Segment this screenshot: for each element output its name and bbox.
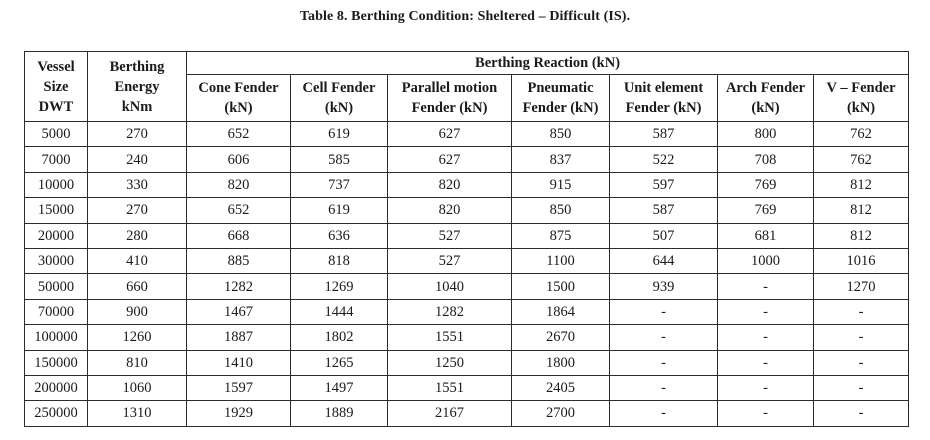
table-cell: - (610, 299, 718, 324)
table-cell: 619 (291, 122, 388, 147)
table-row (25, 274, 909, 299)
table-cell: 1864 (512, 299, 610, 324)
header-vessel-size (25, 52, 88, 122)
header-energy-line-1: Berthing (109, 58, 165, 75)
table-cell: 606 (187, 147, 291, 172)
berthing-reaction-table (24, 51, 909, 427)
table-row (25, 350, 909, 375)
table-cell: 1270 (814, 274, 909, 299)
header-arch-fender (718, 75, 814, 122)
table-row (25, 223, 909, 248)
table-cell: 812 (814, 223, 909, 248)
table-cell: 681 (718, 223, 814, 248)
table-cell: 820 (388, 198, 512, 223)
table-cell: 587 (610, 122, 718, 147)
table-cell: 7000 (25, 147, 88, 172)
table-cell: 1282 (388, 299, 512, 324)
table-cell: - (610, 375, 718, 400)
table-cell: 1800 (512, 350, 610, 375)
table-cell: 1551 (388, 375, 512, 400)
table-cell: 250000 (25, 401, 88, 426)
table-cell: 2670 (512, 325, 610, 350)
table-cell: 30000 (25, 248, 88, 273)
table-cell: 1551 (388, 325, 512, 350)
table-cell: 1016 (814, 248, 909, 273)
table-row (25, 401, 909, 426)
table-cell: - (814, 401, 909, 426)
table-cell: 527 (388, 223, 512, 248)
table-cell: 20000 (25, 223, 88, 248)
table-cell: 850 (512, 122, 610, 147)
table-cell: 1282 (187, 274, 291, 299)
table-cell: 1889 (291, 401, 388, 426)
table-row (25, 325, 909, 350)
header-pneumatic-fender-line-1: Pneumatic (527, 80, 594, 96)
table-cell: 200000 (25, 375, 88, 400)
table-cell: 875 (512, 223, 610, 248)
table-cell: - (610, 401, 718, 426)
table-cell: 737 (291, 172, 388, 197)
table-cell: 850 (512, 198, 610, 223)
table-cell: 1040 (388, 274, 512, 299)
table-cell: 410 (88, 248, 187, 273)
table-cell: 1467 (187, 299, 291, 324)
table-cell: 939 (610, 274, 718, 299)
header-berthing-reaction-group: Berthing Reaction (kN) (187, 52, 909, 75)
header-berthing-energy (88, 52, 187, 122)
header-vessel-line-1: Vessel (37, 58, 75, 75)
header-parallel-motion-fender-line-2: Fender (kN) (411, 100, 488, 116)
header-cell-fender-line-2: (kN) (324, 100, 354, 116)
table-cell: - (610, 325, 718, 350)
header-pneumatic-fender-line-2: Fender (kN) (522, 100, 599, 116)
table-cell: 652 (187, 198, 291, 223)
table-cell: 100000 (25, 325, 88, 350)
header-pneumatic-fender (512, 75, 610, 122)
table-cell: 1260 (88, 325, 187, 350)
table-row (25, 198, 909, 223)
header-unit-element-fender (610, 75, 718, 122)
table-cell: - (718, 325, 814, 350)
table-cell: - (814, 299, 909, 324)
table-cell: 587 (610, 198, 718, 223)
table-cell: 1802 (291, 325, 388, 350)
table-cell: 837 (512, 147, 610, 172)
table-cell: 915 (512, 172, 610, 197)
table-cell: - (814, 375, 909, 400)
header-cell-fender-line-1: Cell Fender (302, 80, 376, 96)
table-cell: 10000 (25, 172, 88, 197)
table-cell: 50000 (25, 274, 88, 299)
table-cell: 1250 (388, 350, 512, 375)
table-cell: 818 (291, 248, 388, 273)
table-cell: 769 (718, 198, 814, 223)
table-cell: 660 (88, 274, 187, 299)
table-row (25, 147, 909, 172)
table-cell: 812 (814, 198, 909, 223)
table-cell: 900 (88, 299, 187, 324)
header-arch-fender-line-2: (kN) (751, 100, 780, 116)
table-cell: 1597 (187, 375, 291, 400)
header-energy-line-3: kNm (121, 98, 153, 115)
header-cell-fender (291, 75, 388, 122)
table-cell: 527 (388, 248, 512, 273)
table-cell: 1000 (718, 248, 814, 273)
table-cell: 644 (610, 248, 718, 273)
table-cell: - (718, 401, 814, 426)
table-cell: 240 (88, 147, 187, 172)
table-cell: 627 (388, 122, 512, 147)
table-cell: - (718, 375, 814, 400)
table-cell: 522 (610, 147, 718, 172)
table-cell: 769 (718, 172, 814, 197)
table-cell: 810 (88, 350, 187, 375)
table-cell: 885 (187, 248, 291, 273)
header-energy-line-2: Energy (114, 78, 160, 95)
header-cone-fender-line-2: (kN) (224, 100, 253, 116)
table-cell: 1060 (88, 375, 187, 400)
header-arch-fender-line-1: Arch Fender (725, 80, 806, 96)
table-cell: 820 (187, 172, 291, 197)
table-cell: 820 (388, 172, 512, 197)
header-unit-element-fender-line-2: Fender (kN) (625, 100, 702, 116)
table-cell: 1887 (187, 325, 291, 350)
header-parallel-motion-fender (388, 75, 512, 122)
table-cell: 636 (291, 223, 388, 248)
table-cell: 15000 (25, 198, 88, 223)
table-cell: 762 (814, 147, 909, 172)
table-cell: 2700 (512, 401, 610, 426)
table-cell: 585 (291, 147, 388, 172)
table-cell: 619 (291, 198, 388, 223)
table-row (25, 299, 909, 324)
table-cell: 1497 (291, 375, 388, 400)
table-cell: 5000 (25, 122, 88, 147)
table-cell: 1100 (512, 248, 610, 273)
header-parallel-motion-fender-line-1: Parallel motion (401, 80, 498, 96)
table-cell: 762 (814, 122, 909, 147)
table-row (25, 122, 909, 147)
header-row-top (25, 52, 909, 75)
table-cell: 668 (187, 223, 291, 248)
header-unit-element-fender-line-1: Unit element (623, 80, 704, 96)
header-v-fender (814, 75, 909, 122)
table-cell: 150000 (25, 350, 88, 375)
table-cell: - (718, 299, 814, 324)
header-cone-fender-line-1: Cone Fender (198, 80, 279, 96)
table-row (25, 172, 909, 197)
table-cell: 330 (88, 172, 187, 197)
table-cell: 627 (388, 147, 512, 172)
table-row (25, 375, 909, 400)
table-cell: 70000 (25, 299, 88, 324)
table-caption: Table 8. Berthing Condition: Sheltered – Difficult (IS). (299, 9, 631, 24)
table-cell: - (718, 274, 814, 299)
table-cell: 1269 (291, 274, 388, 299)
header-v-fender-line-2: (kN) (846, 100, 876, 116)
table-cell: 1310 (88, 401, 187, 426)
table-cell: 270 (88, 122, 187, 147)
table-cell: - (814, 350, 909, 375)
table-cell: 652 (187, 122, 291, 147)
table-cell: 270 (88, 198, 187, 223)
table-cell: 800 (718, 122, 814, 147)
table-cell: 507 (610, 223, 718, 248)
table-cell: 812 (814, 172, 909, 197)
table-cell: 1410 (187, 350, 291, 375)
table-cell: 597 (610, 172, 718, 197)
table-cell: 1500 (512, 274, 610, 299)
header-vessel-line-2: Size (43, 78, 69, 95)
table-cell: 2167 (388, 401, 512, 426)
header-cone-fender (187, 75, 291, 122)
table-cell: - (718, 350, 814, 375)
table-cell: - (814, 325, 909, 350)
table-cell: 2405 (512, 375, 610, 400)
table-body (25, 122, 909, 427)
header-vessel-line-3: DWT (38, 98, 74, 115)
table-row (25, 248, 909, 273)
table-cell: - (610, 350, 718, 375)
table-cell: 1444 (291, 299, 388, 324)
table-cell: 1929 (187, 401, 291, 426)
table-cell: 1265 (291, 350, 388, 375)
header-v-fender-line-1: V – Fender (826, 80, 896, 96)
table-cell: 708 (718, 147, 814, 172)
table-cell: 280 (88, 223, 187, 248)
